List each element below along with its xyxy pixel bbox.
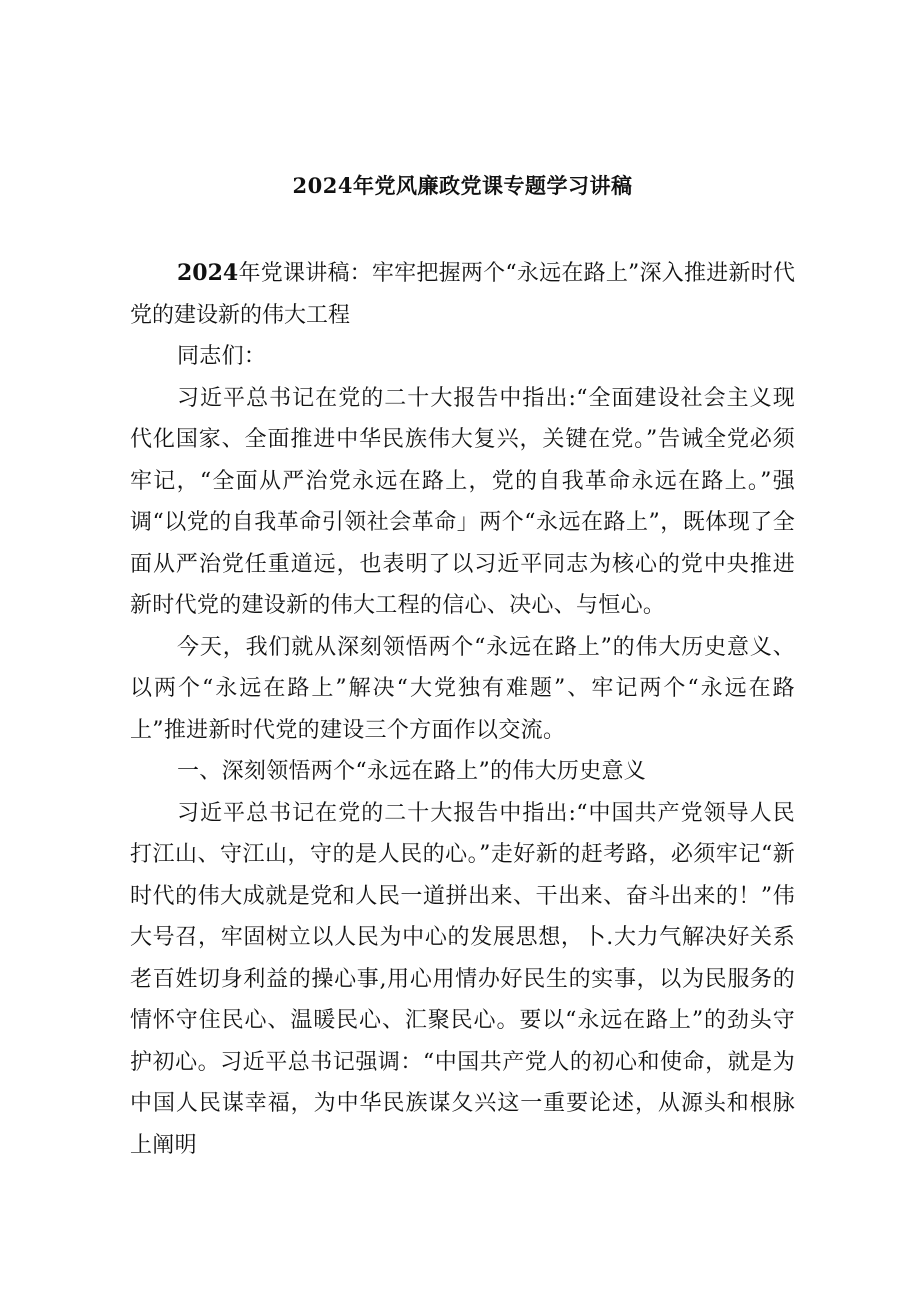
paragraph-intro: 习近平总书记在党的二十大报告中指出:“全面建设社会主义现代化国家、全面推进中华民族伟大复兴，关键在党。”告诫全党必须牢记，“全面从严治党永远在路上，党的自我革命永远在路上。”强调“以党的自我革命引领社会革命」两个“永远在路上”，既体现了全面从严治党任重道远，也表明了以习近平同志为核心的党中央推进新时代党的建设新的伟大工程的信心、决心、与恒心。 xyxy=(130,385,795,618)
document-title: 2024年党风廉政党课专题学习讲稿 xyxy=(292,173,633,198)
section-heading-1: 一、深刻领悟两个“永远在路上”的伟大历史意义 xyxy=(177,759,647,784)
subheading-text: 年党课讲稿：牢牢把握两个“永远在路上”深入推进新时代党的建设新的伟大工程 xyxy=(130,261,795,328)
subheading-year: 2024 xyxy=(177,260,239,286)
lecture-subheading xyxy=(130,253,795,336)
paragraph-section-1-body: 习近平总书记在党的二十大报告中指出:“中国共产党领导人民打江山、守江山，守的是人民的心。”走好新的赶考路，必须牢记“新时代的伟大成就是党和人民一道拼出来、干出来、奋斗出来的！”伟大号召，牢固树立以人民为中心的发展思想，卜.大力气解决好关系老百姓切身利益的操心事,用心用情办好民生的实事，以为民服务的情怀守住民心、温暖民心、汇聚民心。要以“永远在路上”的劲头守护初心。习近平总书记强调：“中国共产党人的初心和使命，就是为中国人民谋幸福，为中华民族谋夂兴这一重要论述，从源头和根脉上阐明 xyxy=(130,800,795,1158)
paragraph-outline: 今天，我们就从深刻领悟两个“永远在路上”的伟大历史意义、以两个“永远在路上”解决“大党独有难题”、牢记两个“永远在路上”推进新时代党的建设三个方面作以交流。 xyxy=(130,634,795,743)
paragraph-greeting: 同志们： xyxy=(177,344,267,369)
